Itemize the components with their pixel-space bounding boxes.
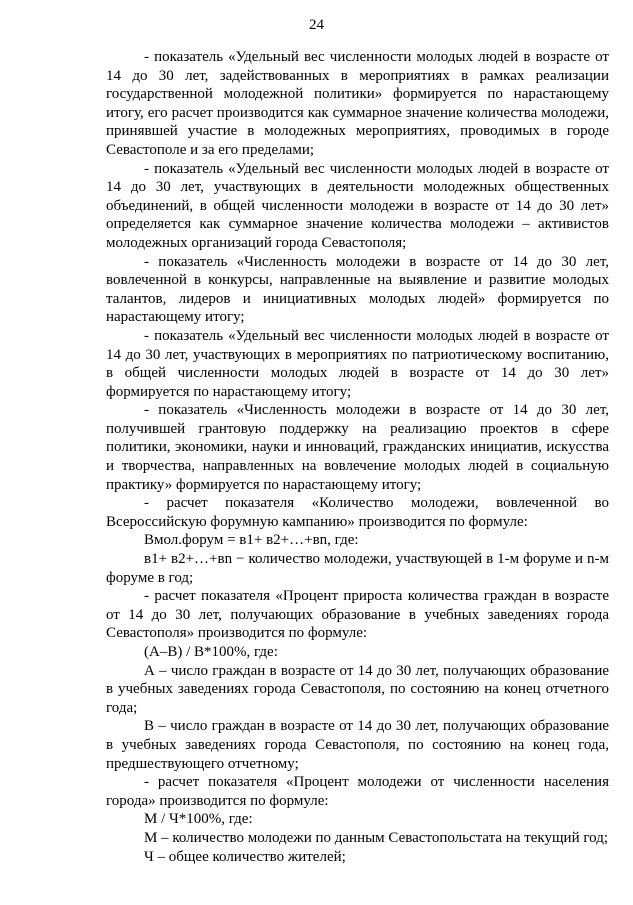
paragraph-definition-ch: Ч – общее количество жителей; (144, 848, 346, 865)
paragraph-youth-events-share: - показатель «Удельный вес численности молодых людей в возрасте от 14 до 30 лет, задействованных в мероприятиях в рамках реализации государственной молодежной политики» формируется по нарастающему итогу, его расчет производится как суммарное значение количества молодежи, принявшей участие в молодежных мероприятиях, проводимых в городе Севастополе и за его пределами; (106, 49, 609, 158)
paragraph-forum-definition: в1+ в2+…+вn − количество молодежи, участвующей в 1-м форуме и n-м форуме в год; (106, 551, 609, 586)
paragraph-patriotic-education-share: - показатель «Удельный вес численности молодых людей в возрасте от 14 до 30 лет, участвующих в мероприятиях по патриотическому воспитанию, в общей численности молодых людей в возрасте от 14 до 30 лет» формируется по нарастающему итогу; (106, 327, 609, 400)
formula-forum: Вмол.форум = в1+ в2+…+вn, где: (144, 532, 359, 549)
paragraph-grant-support-count: - показатель «Численность молодежи в возрасте от 14 до 30 лет, получившей грантовую поддержку на реализацию проектов в сфере политики, экономики, науки и инноваций, гражданских инициатив, искусства и творчества, направленных на вовлечение молодых людей в социальную практику» формируется по нарастающему итогу; (106, 402, 609, 493)
paragraph-definition-m: М – количество молодежи по данным Севастопольстата на текущий год; (144, 829, 609, 846)
formula-youth-percent: М / Ч*100%, где: (144, 811, 253, 828)
paragraph-youth-percent-calc: - расчет показателя «Процент молодежи от численности населения города» производится по формуле: (106, 774, 609, 809)
paragraph-definition-b: В – число граждан в возрасте от 14 до 30 лет, получающих образование в учебных заведениях города Севастополя, по состоянию на конец года, предшествующего отчетному; (106, 718, 609, 772)
document-body (106, 48, 609, 866)
paragraph-education-growth-calc: - расчет показателя «Процент прироста количества граждан в возрасте от 14 до 30 лет, получающих образование в учебных заведениях города Севастополя» производится по формуле: (106, 588, 609, 642)
paragraph-definition-a: А – число граждан в возрасте от 14 до 30 лет, получающих образование в учебных заведениях города Севастополя, по состоянию на конец отчетного года; (106, 662, 609, 716)
formula-education-growth: (А–В) / В*100%, где: (144, 644, 278, 660)
page-number: 24 (309, 17, 324, 33)
paragraph-talent-contests-count: - показатель «Численность молодежи в возрасте от 14 до 30 лет, вовлеченной в конкурсы, направленные на выявление и развитие молодых талантов, лидеров и инициативных молодых людей» формируется по нарастающему итогу; (106, 253, 609, 326)
paragraph-forum-campaign-calc: - расчет показателя «Количество молодежи, вовлеченной во Всероссийскую форумную кампанию» производится по формуле: (106, 495, 609, 530)
paragraph-public-associations-share: - показатель «Удельный вес численности молодых людей в возрасте от 14 до 30 лет, участвующих в деятельности молодежных общественных объединений, в общей численности молодежи в возрасте от 14 до 30 лет» определяется как суммарное значение количества молодежи – активистов молодежных организаций города Севастополя; (106, 160, 609, 251)
